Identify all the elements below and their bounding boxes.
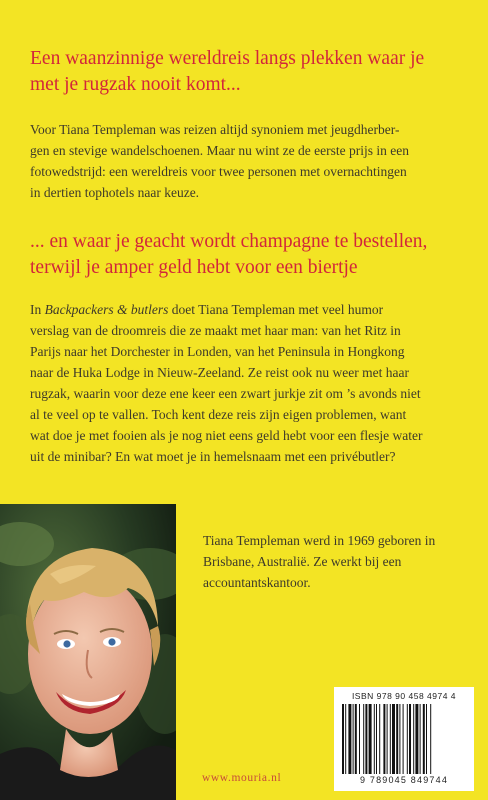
barcode-bar xyxy=(363,704,364,774)
barcode-bar xyxy=(365,704,367,774)
story-line: uit de minibar? En wat moet je in hemelsnaam met een privébutler? xyxy=(30,449,396,464)
tagline-2-line-1: ... en waar je geacht wordt champagne te bestellen, xyxy=(30,231,428,252)
barcode-bar xyxy=(426,704,427,774)
barcode-bar xyxy=(415,704,418,774)
barcode-icon xyxy=(342,704,468,774)
barcode-bar xyxy=(374,704,375,774)
author-portrait-illustration xyxy=(0,504,176,800)
ean-number: 9 789045 849744 xyxy=(359,775,449,785)
barcode-bar xyxy=(390,704,391,774)
barcode-bar xyxy=(420,704,421,774)
tagline-2-line-2: terwijl je amper geld hebt voor een biertje xyxy=(30,257,358,278)
barcode-panel xyxy=(334,687,474,791)
barcode-bar xyxy=(407,704,408,774)
story-line: al te veel op te vallen. Toch kent deze reis zijn eigen problemen, want xyxy=(30,407,407,422)
author-bio-line: Brisbane, Australië. Ze werkt bij een xyxy=(203,554,402,569)
barcode-bar xyxy=(396,704,398,774)
story-prefix: In xyxy=(30,302,45,317)
book-title: Backpackers & butlers xyxy=(44,302,169,317)
intro-line: Voor Tiana Templeman was reizen altijd synoniem met jeugdherber- xyxy=(30,122,400,137)
tagline-1-line-2: met je rugzak nooit komt... xyxy=(30,74,241,95)
author-bio-line: accountantskantoor. xyxy=(203,575,311,590)
story-line-first xyxy=(30,299,462,320)
story-line: naar de Huka Lodge in Nieuw-Zeeland. Ze reist ook nu weer met haar xyxy=(30,365,409,380)
barcode-bar xyxy=(369,704,372,774)
barcode-bar xyxy=(409,704,411,774)
tagline-heading-1 xyxy=(30,46,470,98)
barcode-bar xyxy=(383,704,385,774)
intro-paragraph xyxy=(30,119,462,203)
tagline-heading-2 xyxy=(30,229,470,281)
author-photo xyxy=(0,504,176,800)
intro-line: fotowedstrijd: een wereldreis voor twee personen met overnachtingen xyxy=(30,164,407,179)
barcode-bar xyxy=(345,704,346,774)
barcode-bar xyxy=(392,704,395,774)
barcode-bar xyxy=(387,704,388,774)
publisher-website[interactable]: www.mouria.nl xyxy=(202,772,282,784)
story-line: verslag van de droomreis die ze maakt met haar man: van het Ritz in xyxy=(30,323,401,338)
barcode-bar xyxy=(359,704,360,774)
intro-line: gen en stevige wandelschoenen. Maar nu wint ze de eerste prijs in een xyxy=(30,143,409,158)
isbn-number: ISBN 978 90 458 4974 4 xyxy=(351,691,457,701)
barcode-bar xyxy=(403,704,404,774)
barcode-bar xyxy=(342,704,344,774)
barcode-bar xyxy=(379,704,380,774)
author-bio xyxy=(203,530,463,593)
story-line: Parijs naar het Dorchester in Londen, van het Peninsula in Hongkong xyxy=(30,344,405,359)
barcode-bar xyxy=(423,704,425,774)
tagline-1-line-1: Een waanzinnige wereldreis langs plekken waar je xyxy=(30,48,425,69)
story-line: rugzak, waarin voor deze ene keer een zwart jurkje zit om ’s avonds niet xyxy=(30,386,421,401)
barcode-bar xyxy=(376,704,377,774)
intro-line: in dertien tophotels naar keuze. xyxy=(30,185,200,200)
barcode-bar xyxy=(413,704,414,774)
barcode-bar xyxy=(348,704,351,774)
story-line: wat doe je met fooien als je nog niet eens geld hebt voor een flesje water xyxy=(30,428,423,443)
story-paragraph xyxy=(30,299,462,467)
barcode-bar xyxy=(430,704,431,774)
author-bio-line: Tiana Templeman werd in 1969 geboren in xyxy=(203,533,436,548)
barcode-bar xyxy=(355,704,357,774)
barcode-bar xyxy=(399,704,400,774)
story-suffix: doet Tiana Templeman met veel humor xyxy=(168,302,384,317)
barcode-bar xyxy=(353,704,354,774)
